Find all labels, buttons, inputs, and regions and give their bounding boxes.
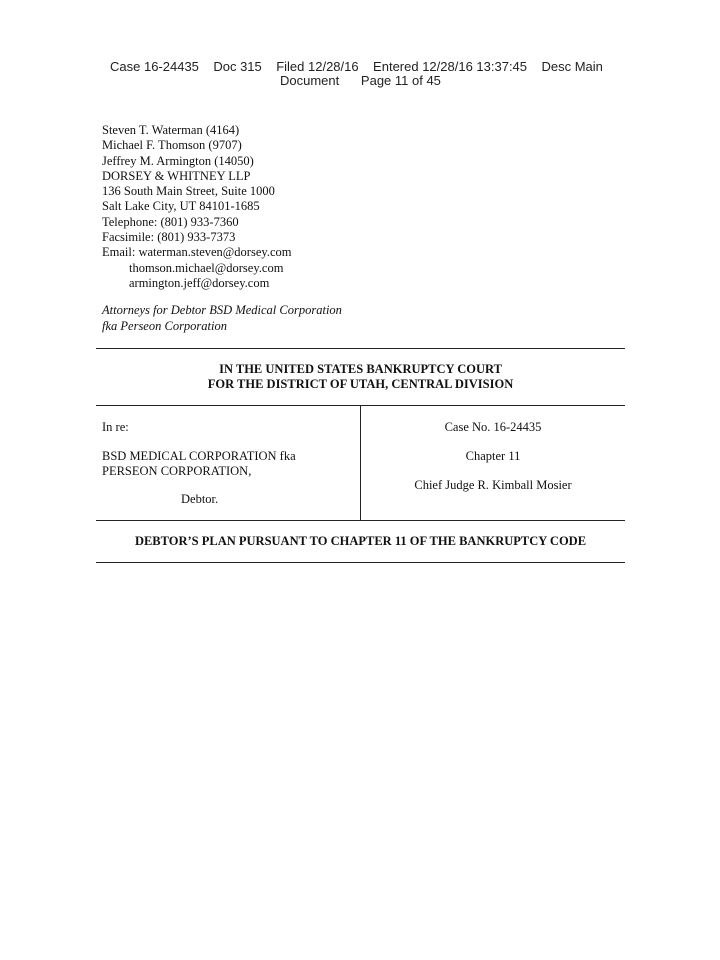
counsel-facsimile: Facsimile: (801) 933-7373	[102, 230, 236, 245]
in-re-label: In re:	[102, 420, 129, 434]
caption-right	[362, 420, 624, 493]
debtor-name	[102, 449, 352, 479]
filing-header-line-2: Document Page 11 of 45	[280, 73, 441, 88]
court-heading	[96, 362, 625, 392]
caption-left	[102, 420, 352, 507]
counsel-email-extra: thomson.michael@dorsey.com	[129, 260, 284, 275]
counsel-line: Salt Lake City, UT 84101-1685	[102, 199, 260, 214]
court-heading-line-2: FOR THE DISTRICT OF UTAH, CENTRAL DIVISION	[207, 377, 514, 391]
counsel-line: DORSEY & WHITNEY LLP	[102, 168, 251, 183]
counsel-email-extra: armington.jeff@dorsey.com	[129, 275, 270, 290]
debtor-label: Debtor.	[181, 492, 219, 506]
debtor-name-line: PERSEON CORPORATION,	[102, 464, 252, 478]
counsel-line: 136 South Main Street, Suite 1000	[102, 184, 275, 199]
counsel-block	[102, 123, 342, 334]
counsel-line: Michael F. Thomson (9707)	[102, 138, 242, 153]
attorneys-for-line: Attorneys for Debtor BSD Medical Corporation	[102, 303, 342, 318]
counsel-telephone: Telephone: (801) 933-7360	[102, 214, 239, 229]
divider	[96, 520, 625, 521]
court-heading-line-1: IN THE UNITED STATES BANKRUPTCY COURT	[219, 362, 502, 376]
document-title: DEBTOR’S PLAN PURSUANT TO CHAPTER 11 OF THE BANKRUPTCY CODE	[134, 534, 587, 548]
counsel-line: Steven T. Waterman (4164)	[102, 123, 240, 137]
counsel-email: Email: waterman.steven@dorsey.com	[102, 245, 292, 260]
divider	[96, 562, 625, 563]
debtor-name-line: BSD MEDICAL CORPORATION fka	[102, 449, 296, 463]
filing-header-line-1: Case 16-24435 Doc 315 Filed 12/28/16 Entered 12/28/16 13:37:45 Desc Main	[110, 59, 603, 74]
chapter: Chapter 11	[465, 449, 521, 463]
caption-divider	[360, 405, 361, 520]
case-number: Case No. 16-24435	[444, 420, 542, 434]
divider	[96, 348, 625, 349]
attorneys-for-line: fka Perseon Corporation	[102, 318, 227, 333]
attorneys-for-label	[102, 303, 342, 334]
counsel-line: Jeffrey M. Armington (14050)	[102, 153, 254, 168]
judge: Chief Judge R. Kimball Mosier	[414, 478, 572, 492]
